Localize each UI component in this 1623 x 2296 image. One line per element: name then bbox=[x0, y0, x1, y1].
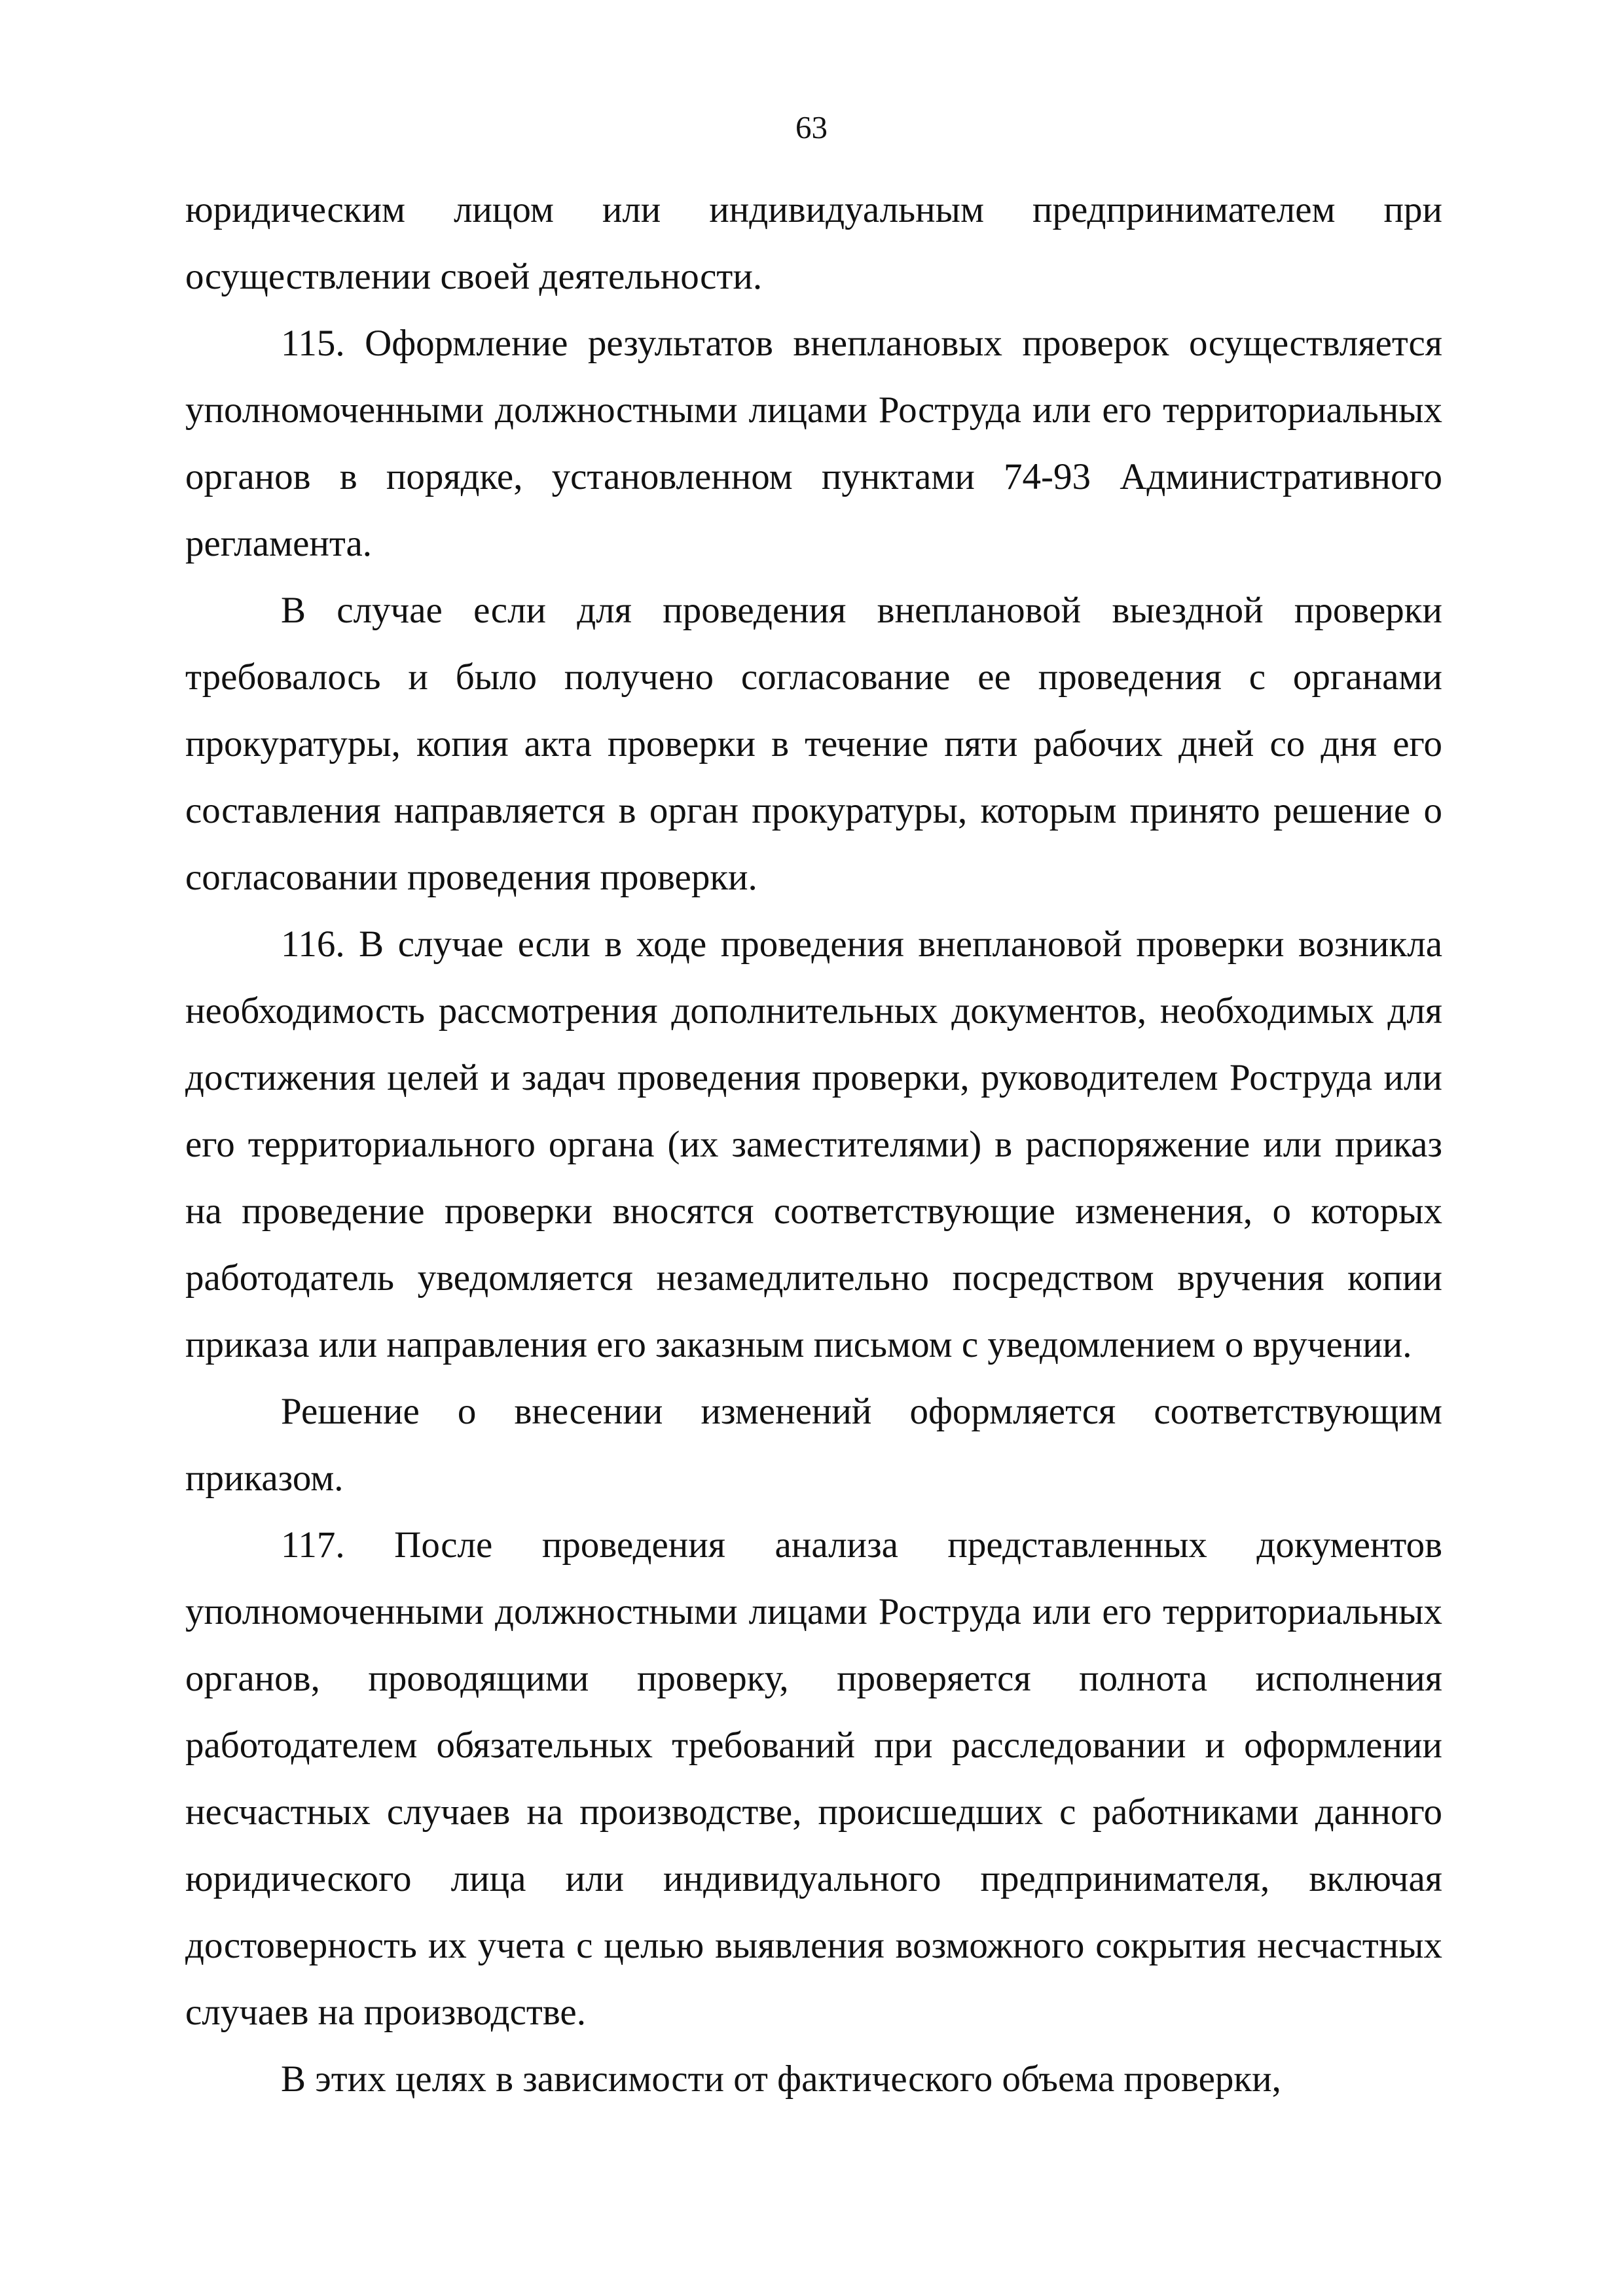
document-body bbox=[185, 177, 1442, 2113]
page-number: 63 bbox=[795, 109, 828, 145]
paragraph-117: 117. После проведения анализа представленных документов уполномоченными должностными лицами Роструда или его территориальных органов, проводящими проверку, проверяется полнота исполнения работодателем обязательных требований при расследовании и оформлении несчастных случаев на производстве, происшедших с работниками данного юридического лица или индивидуального предпринимателя, включая достоверность их учета с целью выявления возможного сокрытия несчастных случаев на производстве. bbox=[185, 1524, 1442, 2033]
paragraph-purpose: В этих целях в зависимости от фактического объема проверки, bbox=[281, 2058, 1281, 2100]
paragraph-continuation: юридическим лицом или индивидуальным предпринимателем при осуществлении своей деятельности. bbox=[185, 189, 1442, 297]
paragraph-decision-order: Решение о внесении изменений оформляется соответствующим приказом. bbox=[185, 1391, 1442, 1499]
paragraph-116: 116. В случае если в ходе проведения внеплановой проверки возникла необходимость рассмотрения дополнительных документов, необходимых для достижения целей и задач проведения проверки, руководителем Роструда или его территориального органа (их заместителями) в распоряжение или приказ на проведение проверки вносятся соответствующие изменения, о которых работодатель уведомляется незамедлительно посредством вручения копии приказа или направления его заказным письмом с уведомлением о вручении. bbox=[185, 924, 1442, 1365]
paragraph-115: 115. Оформление результатов внеплановых проверок осуществляется уполномоченными должностными лицами Роструда или его территориальных органов в порядке, установленном пунктами 74-93 Административного регламента. bbox=[185, 323, 1442, 564]
paragraph-prosecutor-copy: В случае если для проведения внеплановой выездной проверки требовалось и было получено согласование ее проведения с органами прокуратуры, копия акта проверки в течение пяти рабочих дней со дня его составления направляется в орган прокуратуры, которым принято решение о согласовании проведения проверки. bbox=[185, 590, 1442, 898]
